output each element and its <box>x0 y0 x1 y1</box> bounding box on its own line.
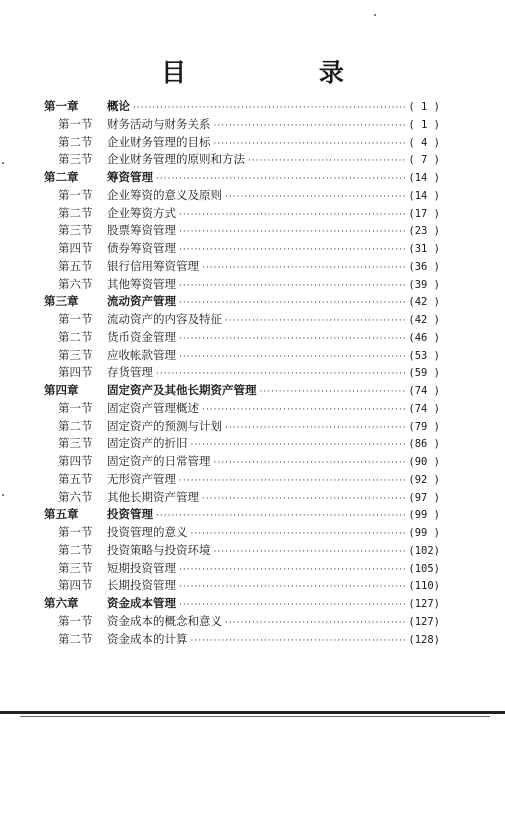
toc-entry-page: ( 7 ) <box>408 154 440 167</box>
toc-entry-title: 固定资产的日常管理 <box>107 454 211 468</box>
toc-leader-dots <box>225 615 405 633</box>
toc-entry-page: ( 1 ) <box>408 118 440 131</box>
toc-leader-dots <box>214 455 406 473</box>
toc-entry-page: (99 ) <box>408 527 440 539</box>
toc-entry-number: 第五节 <box>58 258 93 273</box>
toc-entry-title: 股票筹资管理 <box>107 223 176 238</box>
toc-leader-dots <box>225 189 405 207</box>
toc-chapter-row <box>44 98 440 116</box>
toc-entry-number: 第三节 <box>58 560 93 575</box>
toc-leader-dots <box>225 420 405 438</box>
toc-entry-title: 固定资产管理概述 <box>107 400 199 415</box>
toc-entry-page: (42 ) <box>408 314 440 326</box>
toc-leader-dots <box>179 579 405 597</box>
toc-entry-number: 第二节 <box>58 418 93 433</box>
toc-section-row <box>44 364 440 382</box>
toc-entry-number: 第四章 <box>44 383 79 397</box>
toc-leader-dots <box>179 224 405 242</box>
toc-entry-page: (17 ) <box>408 207 440 220</box>
toc-entry-title: 投资管理 <box>107 507 153 522</box>
toc-entry-title: 资金成本管理 <box>107 596 176 610</box>
toc-leader-dots <box>202 260 405 278</box>
toc-entry-page: (105) <box>408 562 440 575</box>
toc-entry-page: (97 ) <box>408 491 440 504</box>
toc-chapter-row <box>44 169 440 187</box>
toc-section-row <box>44 151 440 169</box>
toc-entry-title: 固定资产的折旧 <box>107 436 188 451</box>
toc-entry-number: 第三节 <box>58 436 93 451</box>
toc-entry-page: (90 ) <box>408 456 440 468</box>
toc-entry-title: 企业筹资方式 <box>107 205 176 220</box>
toc-entry-page: (36 ) <box>408 260 440 273</box>
toc-entry-title: 企业财务管理的原则和方法 <box>107 152 245 167</box>
toc-entry-page: (102) <box>408 544 440 557</box>
toc-entry-page: (127) <box>408 598 440 610</box>
toc-section-row <box>44 116 440 134</box>
toc-entry-page: (128) <box>408 633 440 646</box>
toc-entry-title: 企业筹资的意义及原则 <box>107 187 222 202</box>
toc-entry-title: 货币资金管理 <box>107 329 176 344</box>
toc-entry-page: ( 1 ) <box>408 101 440 113</box>
toc-entry-title: 无形资产管理 <box>107 471 176 486</box>
bottom-rule-thin <box>20 716 490 717</box>
toc-entry-number: 第三节 <box>58 152 93 167</box>
toc-entry-title: 流动资产管理 <box>107 294 176 309</box>
toc-section-row <box>44 631 440 649</box>
toc-entry-page: ( 4 ) <box>408 136 440 149</box>
toc-section-row <box>44 347 440 365</box>
toc-leader-dots <box>179 207 405 225</box>
toc-entry-page: (23 ) <box>408 225 440 238</box>
toc-section-row <box>44 435 440 453</box>
toc-section-row <box>44 453 440 471</box>
toc-leader-dots <box>260 384 406 402</box>
toc-leader-dots <box>225 313 405 331</box>
toc-section-row <box>44 240 440 258</box>
scan-speck <box>2 494 4 496</box>
toc-entry-number: 第六章 <box>44 596 79 610</box>
toc-entry-title: 资金成本的概念和意义 <box>107 613 222 628</box>
toc-entry-page: (59 ) <box>408 367 440 380</box>
toc-leader-dots <box>179 562 405 580</box>
toc-entry-number: 第一节 <box>58 116 93 131</box>
toc-section-row <box>44 222 440 240</box>
toc-leader-dots <box>179 331 405 349</box>
toc-entry-number: 第一节 <box>58 312 93 326</box>
toc-entry-number: 第二节 <box>58 631 93 646</box>
toc-entry-title: 财务活动与财务关系 <box>107 116 211 131</box>
toc-entry-title: 债券筹资管理 <box>107 241 176 255</box>
toc-leader-dots <box>179 349 405 367</box>
toc-entry-title: 概论 <box>107 99 130 113</box>
toc-section-row <box>44 311 440 329</box>
toc-leader-dots <box>214 544 406 562</box>
toc-entry-page: (53 ) <box>408 349 440 362</box>
toc-section-row <box>44 276 440 294</box>
toc-entry-number: 第四节 <box>58 454 93 468</box>
toc-entry-number: 第三节 <box>58 223 93 238</box>
toc-section-row <box>44 489 440 507</box>
toc-section-row <box>44 471 440 489</box>
toc-entry-page: (127) <box>408 615 440 628</box>
toc-section-row <box>44 258 440 276</box>
toc-entry-number: 第一节 <box>58 400 93 415</box>
toc-section-row <box>44 418 440 436</box>
toc-entry-title: 其他筹资管理 <box>107 276 176 291</box>
toc-entry-title: 应收帐款管理 <box>107 347 176 362</box>
toc-entry-number: 第二节 <box>58 134 93 149</box>
toc-leader-dots <box>202 491 405 509</box>
toc-entry-title: 存货管理 <box>107 365 153 380</box>
toc-entry-title: 筹资管理 <box>107 170 153 184</box>
table-of-contents <box>44 98 440 648</box>
toc-section-row <box>44 400 440 418</box>
toc-leader-dots <box>191 437 406 455</box>
toc-leader-dots <box>191 526 406 544</box>
toc-entry-number: 第二章 <box>44 170 79 184</box>
toc-entry-title: 长期投资管理 <box>107 578 176 593</box>
toc-entry-page: (79 ) <box>408 420 440 433</box>
toc-entry-page: (14 ) <box>408 189 440 202</box>
scan-speck <box>374 14 376 16</box>
toc-entry-page: (86 ) <box>408 438 440 451</box>
toc-section-row <box>44 524 440 542</box>
toc-section-row <box>44 613 440 631</box>
toc-entry-number: 第二节 <box>58 542 93 557</box>
toc-entry-number: 第一节 <box>58 613 93 628</box>
toc-entry-number: 第二节 <box>58 205 93 220</box>
toc-chapter-row <box>44 506 440 524</box>
scan-speck <box>2 162 4 164</box>
toc-section-row <box>44 187 440 205</box>
toc-entry-page: (31 ) <box>408 243 440 255</box>
bottom-rule <box>0 711 505 714</box>
toc-section-row <box>44 134 440 152</box>
toc-chapter-row <box>44 595 440 613</box>
toc-leader-dots <box>156 508 405 526</box>
toc-leader-dots <box>214 118 406 136</box>
toc-entry-number: 第四节 <box>58 578 93 593</box>
toc-entry-number: 第三章 <box>44 294 79 309</box>
toc-entry-page: (110) <box>408 580 440 593</box>
toc-entry-number: 第一节 <box>58 525 93 539</box>
toc-entry-title: 资金成本的计算 <box>107 631 188 646</box>
toc-section-row <box>44 205 440 223</box>
toc-section-row <box>44 577 440 595</box>
toc-entry-number: 第三节 <box>58 347 93 362</box>
toc-entry-number: 第四节 <box>58 241 93 255</box>
toc-leader-dots <box>202 402 405 420</box>
toc-entry-page: (46 ) <box>408 331 440 344</box>
toc-entry-page: (92 ) <box>408 473 440 486</box>
page-title: 目 录 <box>161 58 406 87</box>
toc-section-row <box>44 542 440 560</box>
toc-chapter-row <box>44 293 440 311</box>
toc-entry-number: 第一章 <box>44 99 79 113</box>
toc-chapter-row <box>44 382 440 400</box>
toc-leader-dots <box>248 153 405 171</box>
toc-leader-dots <box>179 242 405 260</box>
toc-entry-page: (74 ) <box>408 402 440 415</box>
toc-entry-title: 企业财务管理的目标 <box>107 134 211 149</box>
toc-entry-page: (14 ) <box>408 172 440 184</box>
toc-entry-number: 第二节 <box>58 329 93 344</box>
toc-leader-dots <box>179 473 405 491</box>
toc-section-row <box>44 560 440 578</box>
toc-entry-page: (42 ) <box>408 296 440 309</box>
toc-leader-dots <box>179 278 405 296</box>
toc-entry-number: 第六节 <box>58 489 93 504</box>
toc-entry-title: 投资策略与投资环境 <box>107 542 211 557</box>
toc-entry-title: 其他长期资产管理 <box>107 489 199 504</box>
toc-entry-page: (74 ) <box>408 385 440 397</box>
toc-entry-title: 固定资产及其他长期资产管理 <box>107 383 257 397</box>
toc-entry-title: 流动资产的内容及特征 <box>107 312 222 326</box>
toc-entry-title: 固定资产的预测与计划 <box>107 418 222 433</box>
toc-entry-title: 短期投资管理 <box>107 560 176 575</box>
toc-entry-title: 投资管理的意义 <box>107 525 188 539</box>
toc-leader-dots <box>191 633 406 651</box>
toc-entry-number: 第五章 <box>44 507 79 522</box>
toc-entry-page: (99 ) <box>408 509 440 522</box>
toc-entry-title: 银行信用筹资管理 <box>107 258 199 273</box>
toc-entry-number: 第五节 <box>58 471 93 486</box>
toc-entry-number: 第六节 <box>58 276 93 291</box>
toc-entry-number: 第一节 <box>58 187 93 202</box>
toc-section-row <box>44 329 440 347</box>
toc-entry-page: (39 ) <box>408 278 440 291</box>
toc-entry-number: 第四节 <box>58 365 93 380</box>
